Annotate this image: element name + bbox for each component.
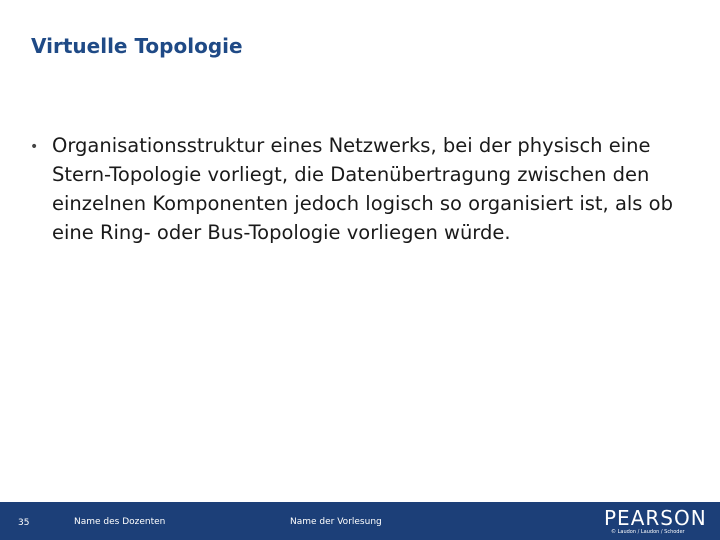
bullet-list xyxy=(30,131,680,247)
footer-bar xyxy=(0,502,720,540)
page-number: 35 xyxy=(18,518,30,528)
lecture-name: Name der Vorlesung xyxy=(290,517,382,527)
bullet-item xyxy=(30,131,680,247)
bullet-marker: • xyxy=(30,139,39,155)
lecturer-name: Name des Dozenten xyxy=(74,517,166,527)
bullet-text: Organisationsstruktur eines Netzwerks, bei der physisch eine Stern-Topologie vorliegt, die Datenübertragung zwischen den einzelnen Komponenten jedoch logisch so organisiert ist, als ob eine Ring- oder Bus-Topologie vorliegen würde. xyxy=(52,134,673,244)
slide-title: Virtuelle Topologie xyxy=(31,34,243,58)
copyright-text: © Laudon / Laudon / Schoder xyxy=(611,529,685,535)
pearson-logo: PEARSON xyxy=(604,506,707,530)
